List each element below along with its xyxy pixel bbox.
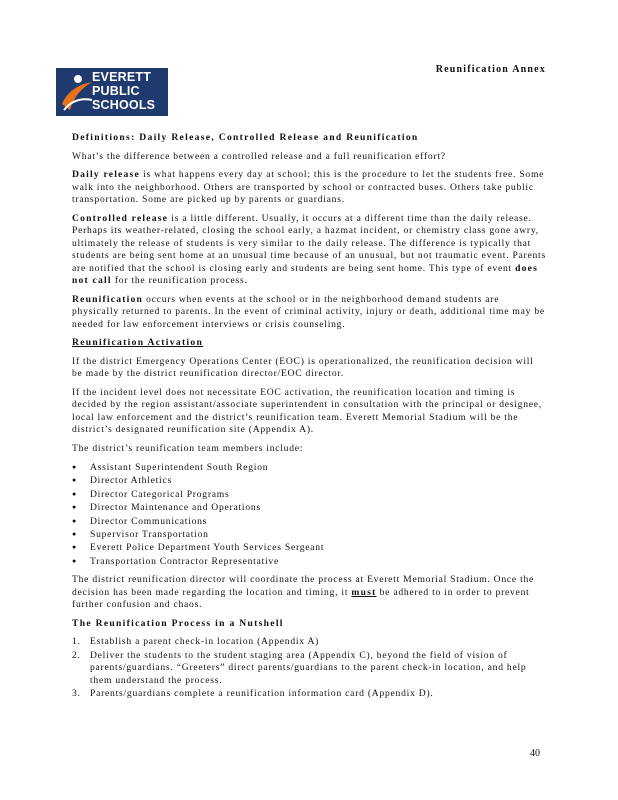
list-item: ● Director Communications <box>72 515 546 528</box>
step-text: Establish a parent check-in location (Appendix A) <box>90 636 320 648</box>
daily-release-text: is what happens every day at school; this is the procedure to let the students free. Some walk into the neighborhood. Others are transported by school or contracted buses. Others take public transportation. Some are picked up by parents or guardians. <box>72 169 545 205</box>
list-item <box>72 636 546 649</box>
controlled-release-term: Controlled release <box>72 212 169 224</box>
step-number: 1. <box>72 636 81 648</box>
activation-closing-text-2: be adhered to in order to prevent further confusion and chaos. <box>72 586 530 611</box>
step-text: Deliver the students to the student staging area (Appendix C), beyond the field of vision of parents/guardians. “Greeters” direct parents/guardians to the parent check-in location, and help them understand the process. <box>90 649 527 686</box>
step-number: 2. <box>72 649 81 661</box>
step-text: Parents/guardians complete a reunification information card (Appendix D). <box>90 688 434 700</box>
list-item: ● Transportation Contractor Representative <box>72 555 546 568</box>
list-item: ● Everett Police Department Youth Services Sergeant <box>72 541 546 554</box>
list-item <box>72 688 546 701</box>
swoosh-icon <box>58 70 94 114</box>
reunification-term: Reunification <box>72 293 144 305</box>
page-number: 40 <box>530 748 540 759</box>
logo-line-2: PUBLIC <box>92 84 140 98</box>
team-intro: The district’s reunification team members include: <box>72 442 304 454</box>
logo-line-3: SCHOOLS <box>92 98 156 112</box>
controlled-release-text-2: for the reunification process. <box>111 275 248 286</box>
activation-closing-paragraph <box>72 574 546 612</box>
list-item: ● Director Maintenance and Operations <box>72 501 546 514</box>
definitions-heading: Definitions: Daily Release, Controlled Release and Reunification <box>72 132 419 143</box>
everett-public-schools-logo <box>56 68 168 116</box>
activation-paragraph-1: If the district Emergency Operations Center (EOC) is operationalized, the reunification decision will be made by the district reunification director/EOC director. <box>72 355 534 379</box>
logo-line-1: EVERETT <box>92 70 152 84</box>
reunification-text: occurs when events at the school or in the neighborhood demand students are physically returned to parents. In the event of criminal activity, injury or death, additional time may be needed for law enforcement interviews or crisis counseling. <box>72 293 545 330</box>
list-item: ● Supervisor Transportation <box>72 528 546 541</box>
activation-closing-text-1: The district reunification director will coordinate the process at Everett Memorial Stadium. Once the decision has been made regarding the location and timing, it <box>72 574 535 598</box>
daily-release-paragraph <box>72 169 546 207</box>
definitions-question: What’s the difference between a controlled release and a full reunification effort? <box>72 150 446 162</box>
controlled-release-paragraph <box>72 213 546 288</box>
list-item: ● Assistant Superintendent South Region <box>72 461 546 474</box>
controlled-release-emphasis: does not call <box>72 262 539 286</box>
reunification-paragraph <box>72 294 546 332</box>
controlled-release-text-1: is a little different. Usually, it occurs at a different time than the daily release. Perhaps its weather-related, closing the school early, a hazmat incident, or chemistry class gone awry, ultimately the release of students is very similar to the daily release. The difference is typically that students are being sent home at an unusual time because of an unusual, but not traumatic event. Parents are notified that the school is closing early and students are being sent home. This type of event <box>72 212 546 274</box>
activation-closing-emphasis: must <box>351 586 377 598</box>
activation-heading: Reunification Activation <box>72 337 204 348</box>
team-members-list <box>72 461 546 568</box>
logo-text <box>92 70 168 112</box>
nutshell-heading: The Reunification Process in a Nutshell <box>72 617 284 629</box>
nutshell-steps-list <box>72 636 546 701</box>
list-item: ● Director Athletics <box>72 474 546 487</box>
activation-paragraph-2: If the incident level does not necessitate EOC activation, the reunification location and timing is decided by the region assistant/associate superintendent in consultation with the principal or designee, local law enforcement and the district’s reunification team. Everett Memorial Stadium will be the district’s designated reunification site (Appendix A). <box>72 386 542 435</box>
document-body <box>72 132 546 702</box>
annex-title: Reunification Annex <box>435 64 546 75</box>
daily-release-term: Daily release <box>72 169 140 180</box>
list-item <box>72 650 546 688</box>
step-number: 3. <box>72 688 81 700</box>
list-item: ● Director Categorical Programs <box>72 488 546 501</box>
